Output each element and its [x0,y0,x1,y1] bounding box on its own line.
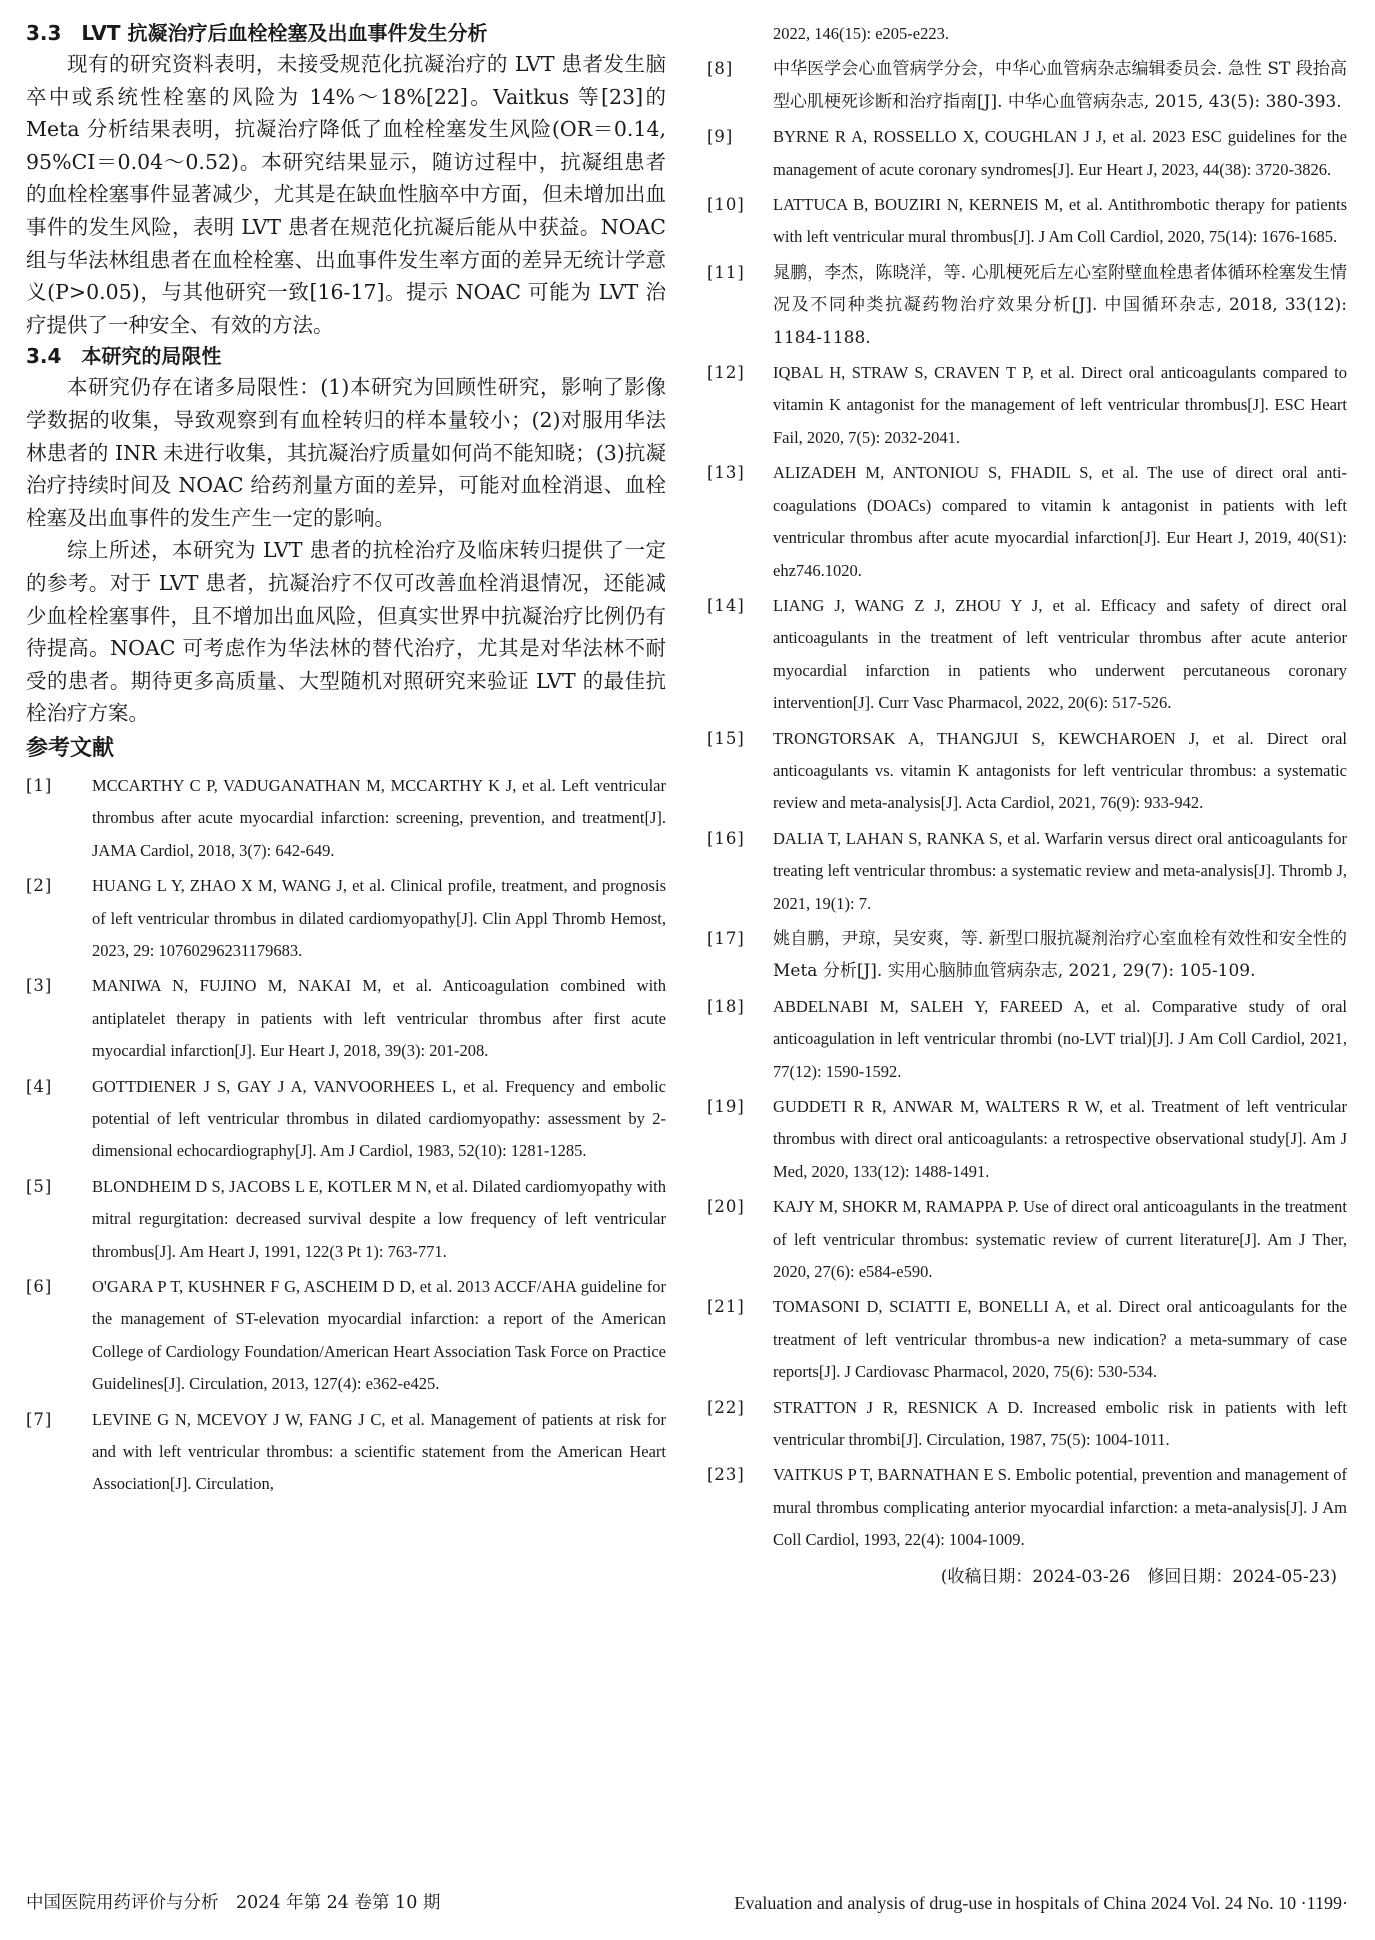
reference-item [26,1404,666,1501]
reference-text: GOTTDIENER J S, GAY J A, VANVOORHEES L, et al. Frequency and embolic potential of left ventricular thrombus in dilated cardiomyopathy: assessment by 2-dimensional echocardiography[J]. Am J Cardiol, 1983, 52(10): 1281-1285. [92,1076,666,1161]
reference-text: TOMASONI D, SCIATTI E, BONELLI A, et al. Direct oral anticoagulants for the treatment of left ventricular thrombus-a new indication? a meta-summary of case reports[J]. J Cardiovasc Pharmacol, 2020, 75(6): 530-534. [773,1297,1347,1382]
reference-number: [10] [707,195,745,215]
reference-list-right [707,53,1347,1556]
reference-number: [1] [26,775,53,795]
reference-number: [17] [707,928,745,948]
reference-text: MANIWA N, FUJINO M, NAKAI M, et al. Anticoagulation combined with antiplatelet therapy in patients with left ventricular thrombus after first acute myocardial infarction[J]. Eur Heart J, 2018, 39(3): 201-208. [92,976,666,1061]
reference-number: [2] [26,876,53,896]
reference-item [26,870,666,967]
reference-item [707,53,1347,118]
reference-number: [15] [707,728,745,748]
reference-item [707,1191,1347,1288]
reference-item [707,590,1347,720]
reference-text: LEVINE G N, MCEVOY J W, FANG J C, et al. Management of patients at risk for and with left ventricular thrombus: a scientific statement from the American Heart Association[J]. Circulation, [92,1409,666,1494]
reference-item [707,1291,1347,1388]
reference-item [26,1071,666,1168]
reference-number: [19] [707,1097,745,1116]
reference-text: 晁鹏，李杰，陈晓洋，等. 心肌梗死后左心室附壁血栓患者体循环栓塞发生情况及不同种类抗凝药物治疗效果分析[J]. 中国循环杂志, 2018, 33(12): 1184-1188. [773,262,1347,348]
reference-text: LIANG J, WANG Z J, ZHOU Y J, et al. Efficacy and safety of direct oral anticoagulants in the treatment of left ventricular thrombus after acute anterior myocardial infarction in patients who underwent percutaneous coronary intervention[J]. Curr Vasc Pharmacol, 2022, 20(6): 517-526. [773,595,1347,713]
reference-text: GUDDETI R R, ANWAR M, WALTERS R W, et al. Treatment of left ventricular thrombus with direct oral anticoagulants: a retrospective observational study[J]. Am J Med, 2020, 133(12): 1488-1491. [773,1097,1347,1181]
reference-number: [3] [26,976,53,996]
references-heading: 参考文献 [26,735,115,761]
reference-item [26,770,666,867]
reference-continuation [707,18,1347,50]
section-title-3-4: 3.4 本研究的局限性 [26,344,222,369]
page-footer [26,1890,1348,1916]
reference-item [707,357,1347,454]
reference-text: TRONGTORSAK A, THANGJUI S, KEWCHAROEN J, et al. Direct oral anticoagulants vs. vitamin K antagonists for left ventricular thrombus: a systematic review and meta-analysis[J]. Acta Cardiol, 2021, 76(9): 933-942. [773,728,1347,813]
reference-number: [5] [26,1176,53,1196]
reference-item [707,1392,1347,1457]
reference-number: [12] [707,363,745,383]
reference-text: DALIA T, LAHAN S, RANKA S, et al. Warfarin versus direct oral anticoagulants for treating left ventricular thrombus: a systematic review and meta-analysis[J]. Thromb J, 2021, 19(1): 7. [773,828,1347,913]
reference-number: [8] [707,59,734,79]
reference-number: [21] [707,1297,745,1317]
left-column [26,18,666,1504]
paragraph: 综上所述，本研究为 LVT 患者的抗栓治疗及临床转归提供了一定的参考。对于 LVT 患者，抗凝治疗不仅可改善血栓消退情况，还能减少血栓栓塞事件，且不增加出血风险，但真实世界中抗凝治疗比例仍有待提高。NOAC 可考虑作为华法林的替代治疗，尤其是对华法林不耐受的患者。期待更多高质量、大型随机对照研究来验证 LVT 的最佳抗栓治疗方案。 [26,538,666,726]
reference-text: BYRNE R A, ROSSELLO X, COUGHLAN J J, et al. 2023 ESC guidelines for the management of acute coronary syndromes[J]. Eur Heart J, 2023, 44(38): 3720-3826. [773,127,1347,179]
paragraph: 本研究仍存在诸多局限性：(1)本研究为回顾性研究，影响了影像学数据的收集，导致观察到有血栓转归的样本量较小；(2)对服用华法林患者的 INR 未进行收集，其抗凝治疗质量如何尚不能知晓；(3)抗凝治疗持续时间及 NOAC 给药剂量方面的差异，可能对血栓消退、血栓栓塞及出血事件的发生产生一定的影响。 [26,375,666,530]
reference-number: [4] [26,1076,53,1096]
reference-text: IQBAL H, STRAW S, CRAVEN T P, et al. Direct oral anticoagulants compared to vitamin K antagonist for the management of left ventricular thrombus[J]. ESC Heart Fail, 2020, 7(5): 2032-2041. [773,363,1347,447]
reference-item [707,121,1347,186]
reference-item [707,723,1347,820]
reference-number: [7] [26,1409,53,1429]
reference-text: HUANG L Y, ZHAO X M, WANG J, et al. Clinical profile, treatment, and prognosis of left ventricular thrombus in dilated cardiomyopathy[J]. Clin Appl Thromb Hemost, 2023, 29: 10760296231179683. [92,876,666,960]
reference-text: STRATTON J R, RESNICK A D. Increased embolic risk in patients with left ventricular thrombi[J]. Circulation, 1987, 75(5): 1004-1011. [773,1397,1347,1450]
section-title-3-3: 3.3 LVT 抗凝治疗后血栓栓塞及出血事件发生分析 [26,21,488,45]
paragraph: 现有的研究资料表明，未接受规范化抗凝治疗的 LVT 患者发生脑卒中或系统性栓塞的风险为 14%～18%[22]。Vaitkus 等[23]的 Meta 分析结果表明，抗凝治疗降低了血栓栓塞发生风险(OR＝0.14, 95%CI＝0.04～0.52)。本研究结果显示，随访过程中，抗凝组患者的血栓栓塞事件显著减少，尤其是在缺血性脑卒中方面，但未增加出血事件的发生风险，表明 LVT 患者在规范化抗凝后能从中获益。NOAC 组与华法林组患者在血栓栓塞、出血事件发生率方面的差异无统计学意义(P>0.05)，与其他研究一致[16-17]。提示 NOAC 可能为 LVT 治疗提供了一种安全、有效的方法。 [26,52,666,337]
reference-continuation-text: 2022, 146(15): e205-e223. [773,24,949,43]
received-revised-dates: (收稿日期：2024-03-26 修回日期：2024-05-23) [940,1566,1337,1587]
reference-number: [22] [707,1397,745,1417]
reference-number: [11] [707,262,745,282]
reference-item [707,823,1347,920]
reference-number: [20] [707,1197,745,1217]
reference-number: [13] [707,463,745,483]
reference-item [707,1459,1347,1556]
reference-item [707,189,1347,254]
reference-item [26,970,666,1067]
reference-text: VAITKUS P T, BARNATHAN E S. Embolic potential, prevention and management of mural thrombus complicating anterior myocardial infarction: a meta-analysis[J]. J Am Coll Cardiol, 1993, 22(4): 1004-1009. [773,1465,1347,1550]
reference-item [707,257,1347,354]
reference-text: LATTUCA B, BOUZIRI N, KERNEIS M, et al. Antithrombotic therapy for patients with left ventricular mural thrombus[J]. J Am Coll Cardiol, 2020, 75(14): 1676-1685. [773,195,1347,247]
right-column [707,18,1347,1593]
reference-number: [14] [707,595,745,615]
reference-number: [16] [707,828,745,848]
reference-item [707,457,1347,587]
reference-number: [18] [707,996,745,1016]
reference-text: KAJY M, SHOKR M, RAMAPPA P. Use of direct oral anticoagulants in the treatment of left ventricular thrombus: systematic review of current literature[J]. Am J Ther, 2020, 27(6): e584-e590. [773,1197,1347,1282]
reference-text: 中华医学会心血管病学分会，中华心血管病杂志编辑委员会. 急性 ST 段抬高型心肌梗死诊断和治疗指南[J]. 中华心血管病杂志, 2015, 43(5): 380-393. [773,59,1347,112]
reference-text: 姚自鹏，尹琼，吴安爽，等. 新型口服抗凝剂治疗心室血栓有效性和安全性的 Meta 分析[J]. 实用心脑肺血管病杂志, 2021, 29(7): 105-109. [773,928,1347,982]
reference-item [707,1091,1347,1188]
reference-item [707,991,1347,1088]
reference-text: O'GARA P T, KUSHNER F G, ASCHEIM D D, et al. 2013 ACCF/AHA guideline for the management of ST-elevation myocardial infarction: a report of the American College of Cardiology Foundation/American Heart Association Task Force on Practice Guidelines[J]. Circulation, 2013, 127(4): e362-e425. [92,1276,666,1394]
reference-item [707,923,1347,988]
reference-text: BLONDHEIM D S, JACOBS L E, KOTLER M N, et al. Dilated cardiomyopathy with mitral regurgitation: decreased survival despite a low frequency of left ventricular thrombus[J]. Am Heart J, 1991, 122(3 Pt 1): 763-771. [92,1176,666,1261]
reference-text: MCCARTHY C P, VADUGANATHAN M, MCCARTHY K J, et al. Left ventricular thrombus after acute myocardial infarction: screening, prevention, and treatment[J]. JAMA Cardiol, 2018, 3(7): 642-649. [92,775,666,860]
reference-item [26,1171,666,1268]
footer-journal-en: Evaluation and analysis of drug-use in hospitals of China 2024 Vol. 24 No. 10 ·1199· [734,1893,1348,1913]
reference-list-left [26,770,666,1501]
reference-text: ABDELNABI M, SALEH Y, FAREED A, et al. Comparative study of oral anticoagulation in left ventricular thrombi (no-LVT trial)[J]. J Am Coll Cardiol, 2021, 77(12): 1590-1592. [773,996,1347,1081]
footer-journal-cn: 中国医院用药评价与分析 2024 年第 24 卷第 10 期 [26,1893,441,1913]
reference-item [26,1271,666,1401]
reference-number: [9] [707,127,734,147]
reference-number: [6] [26,1276,53,1296]
reference-number: [23] [707,1465,745,1485]
reference-text: ALIZADEH M, ANTONIOU S, FHADIL S, et al. The use of direct oral anti-coagulations (DOACs) compared to vitamin k antagonist in patients with left ventricular thrombus after acute myocardial infarction[J]. Eur Heart J, 2019, 40(S1): ehz746.1020. [773,463,1347,580]
